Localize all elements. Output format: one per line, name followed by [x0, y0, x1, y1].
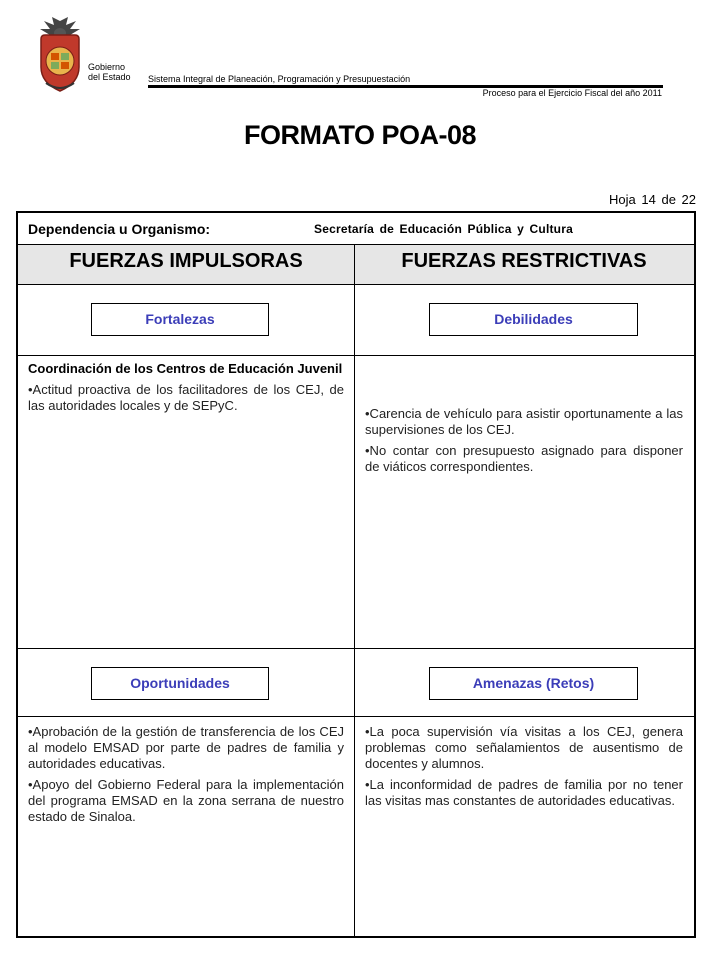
amenazas-item: •La poca supervisión vía visitas a los CEJ, genera problemas como señalamientos de ausentismo de docentes y alumnos.	[365, 724, 683, 771]
oportunidades-cell	[28, 724, 344, 830]
gov-line-2: del Estado	[88, 72, 131, 82]
amenazas-cell	[365, 724, 683, 814]
label-row-2	[18, 649, 694, 717]
content-row-1	[18, 356, 694, 649]
column-divider	[354, 245, 355, 285]
government-label	[88, 62, 131, 82]
dependency-row	[18, 213, 694, 245]
column-divider	[354, 717, 355, 936]
amenazas-label: Amenazas (Retos)	[429, 667, 638, 700]
system-title: Sistema Integral de Planeación, Programación y Presupuestación	[148, 74, 411, 84]
oportunidades-item: •Apoyo del Gobierno Federal para la implementación del programa EMSAD en la zona serrana de nuestro estado de Sinaloa.	[28, 777, 344, 824]
column-divider	[354, 285, 355, 356]
debilidades-item: •No contar con presupuesto asignado para disponer de viáticos correspondientes.	[365, 443, 683, 474]
debilidades-item: •Carencia de vehículo para asistir oportunamente a las supervisiones de los CEJ.	[365, 406, 683, 437]
amenazas-item: •La inconformidad de padres de familia por no tener las visitas mas constantes de autoridades educativas.	[365, 777, 683, 808]
fortalezas-item: •Actitud proactiva de los facilitadores de los CEJ, de las autoridades locales y de SEPyC.	[28, 382, 344, 413]
state-seal-logo	[36, 17, 84, 95]
poa-table	[16, 211, 696, 938]
debilidades-label: Debilidades	[429, 303, 638, 336]
fortalezas-heading: Coordinación de los Centros de Educación Juvenil	[28, 361, 343, 376]
label-row-1	[18, 285, 694, 356]
fortalezas-cell	[28, 361, 344, 419]
column-divider	[354, 649, 355, 717]
sheet-number: Hoja 14 de 22	[609, 192, 696, 207]
header-restrictivas: FUERZAS RESTRICTIVAS	[401, 250, 647, 272]
dependency-label: Dependencia u Organismo:	[28, 221, 211, 237]
header-impulsoras: FUERZAS IMPULSORAS	[69, 250, 303, 272]
page-title: FORMATO POA-08	[243, 120, 477, 150]
oportunidades-label: Oportunidades	[91, 667, 269, 700]
fortalezas-label: Fortalezas	[91, 303, 269, 336]
process-label: Proceso para el Ejercicio Fiscal del año 2011	[482, 88, 662, 98]
content-row-2	[18, 717, 694, 936]
oportunidades-item: •Aprobación de la gestión de transferencia de los CEJ al modelo EMSAD por parte de padres de familia y autoridades educativas.	[28, 724, 344, 771]
column-header-row	[18, 245, 694, 285]
dependency-value: Secretaría de Educación Pública y Cultura	[314, 222, 573, 236]
debilidades-cell	[365, 406, 683, 480]
gov-line-1: Gobierno	[88, 62, 126, 72]
column-divider	[354, 356, 355, 649]
